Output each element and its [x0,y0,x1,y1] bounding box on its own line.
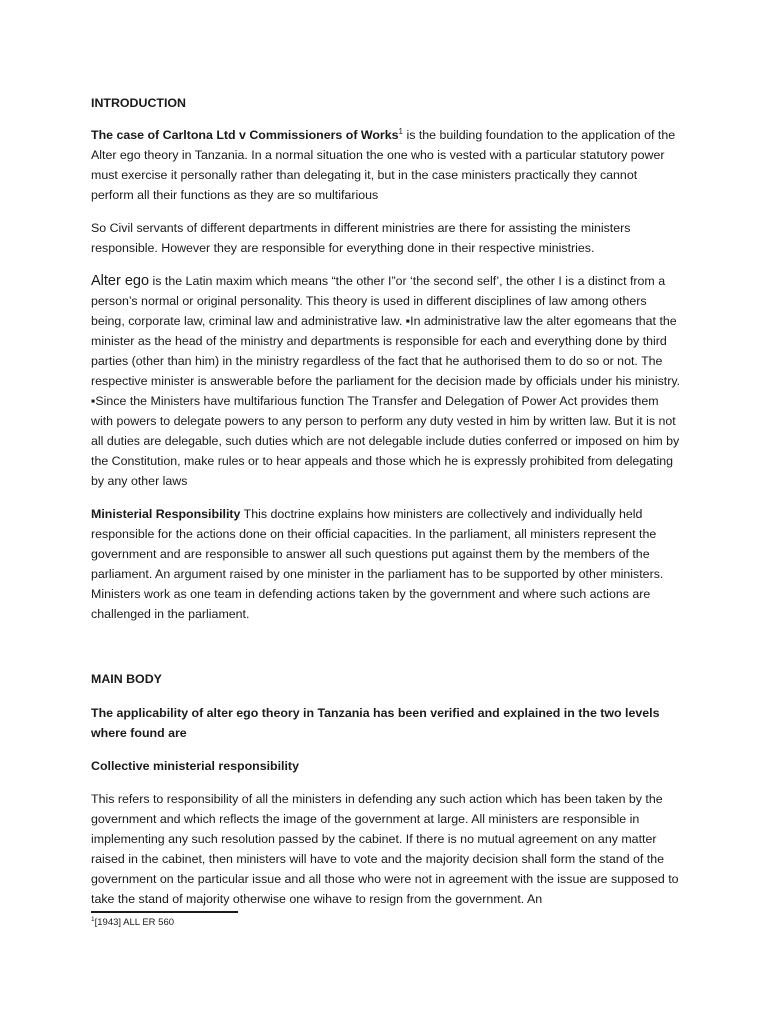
main-body-heading: MAIN BODY [91,672,162,686]
introduction-heading: INTRODUCTION [91,96,186,110]
case-name: The case of Carltona Ltd v Commissioners of Works [91,128,399,142]
paragraph-civil-servants: So Civil servants of different departments in different ministries are there for assisting the ministers responsible. However they are responsible for everything done in their respective ministries. [91,221,631,255]
document-body [91,93,681,909]
paragraph-carltona-text: is the building foundation to the application of the Alter ego theory in Tanzania. In a normal situation the one who is vested with a particular statutory power must exercise it personally rather than delegating it, but in the case ministers practically they cannot perform all their functions as they are so multifarious [91,128,676,202]
paragraph-carltona [91,125,681,205]
paragraph-alter-ego-text: is the Latin maxim which means “the other I”or ‘the second self’, the other I is a distinct from a person’s normal or original personality. This theory is used in different disciplines of law among others being, corporate law, criminal law and administrative law. ▪In administrative law the alter egomeans that the minister as the head of the ministry and departments is responsible for each and everything done by third parties (other than him) in the ministry regardless of the fact that he authorised them to do so or not. The respective minister is answerable before the parliament for the decision made by officials under his ministry. ▪Since the Ministers have multifarious function The Transfer and Delegation of Power Act provides them with powers to delegate powers to any person to perform any duty vested in him by written law. But it is not all duties are delegable, such duties which are not delegable include duties conferred or imposed on him by the Constitution, make rules or to hear appeals and those which he is expressly prohibited from delegating by any other laws [91,274,681,488]
ministerial-responsibility-term: Ministerial Responsibility [91,507,241,521]
footnote-text: [1943] ALL ER 560 [94,917,175,928]
footnote-reference: 1 [398,126,403,136]
paragraph-collective-responsibility: This refers to responsibility of all the ministers in defending any such action which has been taken by the government and which reflects the image of the government at large. All ministers are responsible in implementing any such resolution passed by the cabinet. If there is no mutual agreement on any matter raised in the cabinet, then ministers will have to vote and the majority decision shall form the stand of the government on the particular issue and all those who were not in agreement with the issue are supposed to take the stand of majority otherwise one wihave to resign from the government. An [91,792,679,906]
footnote-separator [91,911,238,913]
main-body-subheading: The applicability of alter ego theory in Tanzania has been verified and explained in the two levels where found are [91,706,660,740]
footnote-number: 1 [91,915,95,923]
collective-responsibility-heading: Collective ministerial responsibility [91,759,299,773]
paragraph-alter-ego [91,271,681,491]
footnote [91,916,174,930]
paragraph-ministerial-responsibility-text: This doctrine explains how ministers are collectively and individually held responsible for the actions done on their official capacities. In the parliament, all ministers represent the government and are responsible to answer all such questions put against them by the members of the parliament. An argument raised by one minister in the parliament has to be supported by other ministers. Ministers work as one team in defending actions taken by the government and where such actions are challenged in the parliament. [91,507,664,621]
alter-ego-term: Alter ego [91,273,150,289]
paragraph-ministerial-responsibility [91,504,681,624]
